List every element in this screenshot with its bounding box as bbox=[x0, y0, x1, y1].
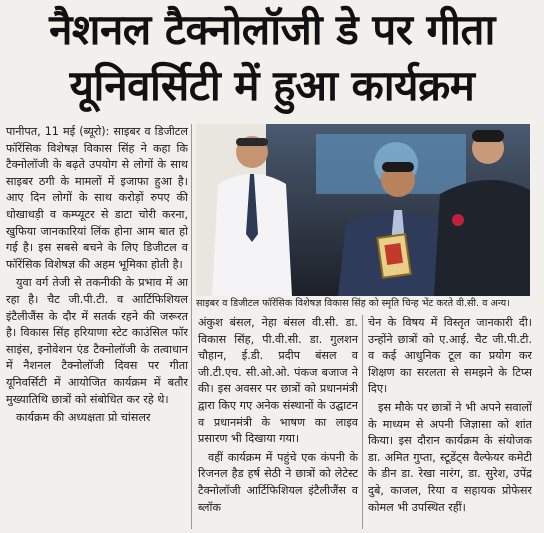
article-column-2 bbox=[198, 315, 358, 529]
article-paragraph: वहीं कार्यक्रम में पहुंचे एक कंपनी के रिजनल हैड हर्ष सेठी ने छात्रों को लेटेस्ट टैक्नोलॉजी आर्टिफिशियल इंटैलीजैंस व ब्लॉक bbox=[198, 450, 358, 514]
article-paragraph: अंकुश बंसल, नेहा बंसल वी.सी. डा. विकास सिंह, पी.वी.सी. डा. गुलशन चौहान, ई.डी. प्रदीप बंसल व जी.टी.एच. सी.ओ.ओ. पंकज बजाज ने की। इस अवसर पर छात्रों को प्रधानमंत्री द्वारा किए गए अनेक संस्थानों के उद्घाटन व प्रधानमंत्री के भाषण का लाइव प्रसारण भी दिखाया गया। bbox=[198, 316, 358, 446]
article-paragraph: कार्यक्रम की अध्यक्षता प्रो चांसलर bbox=[16, 411, 151, 425]
article-paragraph: चेन के विषय में विस्तृत जानकारी दी। उन्होंने छात्रों को ए.आई. चैट जी.पी.टी. व कई आधुनिक टूल का प्रयोग कर शिक्षण का सरलता से समझने के टिप्स दिए। bbox=[368, 316, 532, 396]
article-paragraph: इस मौके पर छात्रों ने भी अपने सवालों के माध्यम से अपनी जिज्ञासा को शांत किया। इस दौरान कार्यक्रम के संयोजक डा. अमित गुप्ता, स्टूडेंट्स वैल्फेयर कमेटी के डीन डा. रेखा नारंग, डा. सुरेश, उपेंद्र दुबे, काजल, रिया व सहायक प्रोफेसर कोमल भी उपस्थित रहीं। bbox=[368, 400, 532, 514]
memento-plaque bbox=[377, 234, 410, 278]
headline-line-1: नैशनल टैक्नोलॉजी डे पर गीता bbox=[49, 5, 495, 54]
photo-illustration bbox=[196, 124, 530, 296]
article-column-3 bbox=[368, 315, 532, 529]
column-divider bbox=[191, 124, 192, 529]
article-column-1 bbox=[6, 124, 188, 529]
article-paragraph: युवा वर्ग तेजी से तकनीकी के प्रभाव में आ रहा है। चैट जी.पी.टी. व आर्टिफिशियल इंटैलीजैंस के दौर में सतर्क रहने की जरूरत है। विकास सिंह हरियाणा स्टेट काउंसिल फॉर साइंस, इनोवेशन एंड टैक्नोलॉजी के तत्वाधान में नैशनल टैक्नोलॉजी दिवस पर गीता यूनिवर्सिटी में आयोजित कार्यक्रम में बतौर मुख्यातिथि छात्रों को संबोधित कर रहे थे। bbox=[6, 276, 188, 406]
photo-caption: साइबर व डिजीटल फॉरेंसिक विशेषज्ञ विकास सिंह को स्मृति चिन्ह भेंट करते वी.सी. व अन्य। bbox=[196, 298, 510, 309]
news-photo bbox=[196, 124, 530, 296]
column-divider bbox=[362, 315, 363, 529]
article-paragraph: पानीपत, 11 मई (ब्यूरो): साइबर व डिजीटल फॉरेंसिक विशेषज्ञ विकास सिंह ने कहा कि टैक्नोलॉजी के बढ़ते उपयोग से लोगों के साथ साइबर ठगी के मामलों में इजाफा हुआ है। आए दिन लोगों के साथ करोड़ों रुपए की धोखाधड़ी व कम्प्यूटर से डाटा चोरी करना, खुफिया जानकारियां लिंक होना आम बात हो गई है। इस सबसे बचने के लिए डिजीटल व फॉरेंसिक विशेषज्ञ की अहम भूमिका होती है। bbox=[6, 125, 188, 271]
headline bbox=[0, 2, 544, 114]
headline-line-2: यूनिवर्सिटी में हुआ कार्यक्रम bbox=[69, 61, 475, 110]
